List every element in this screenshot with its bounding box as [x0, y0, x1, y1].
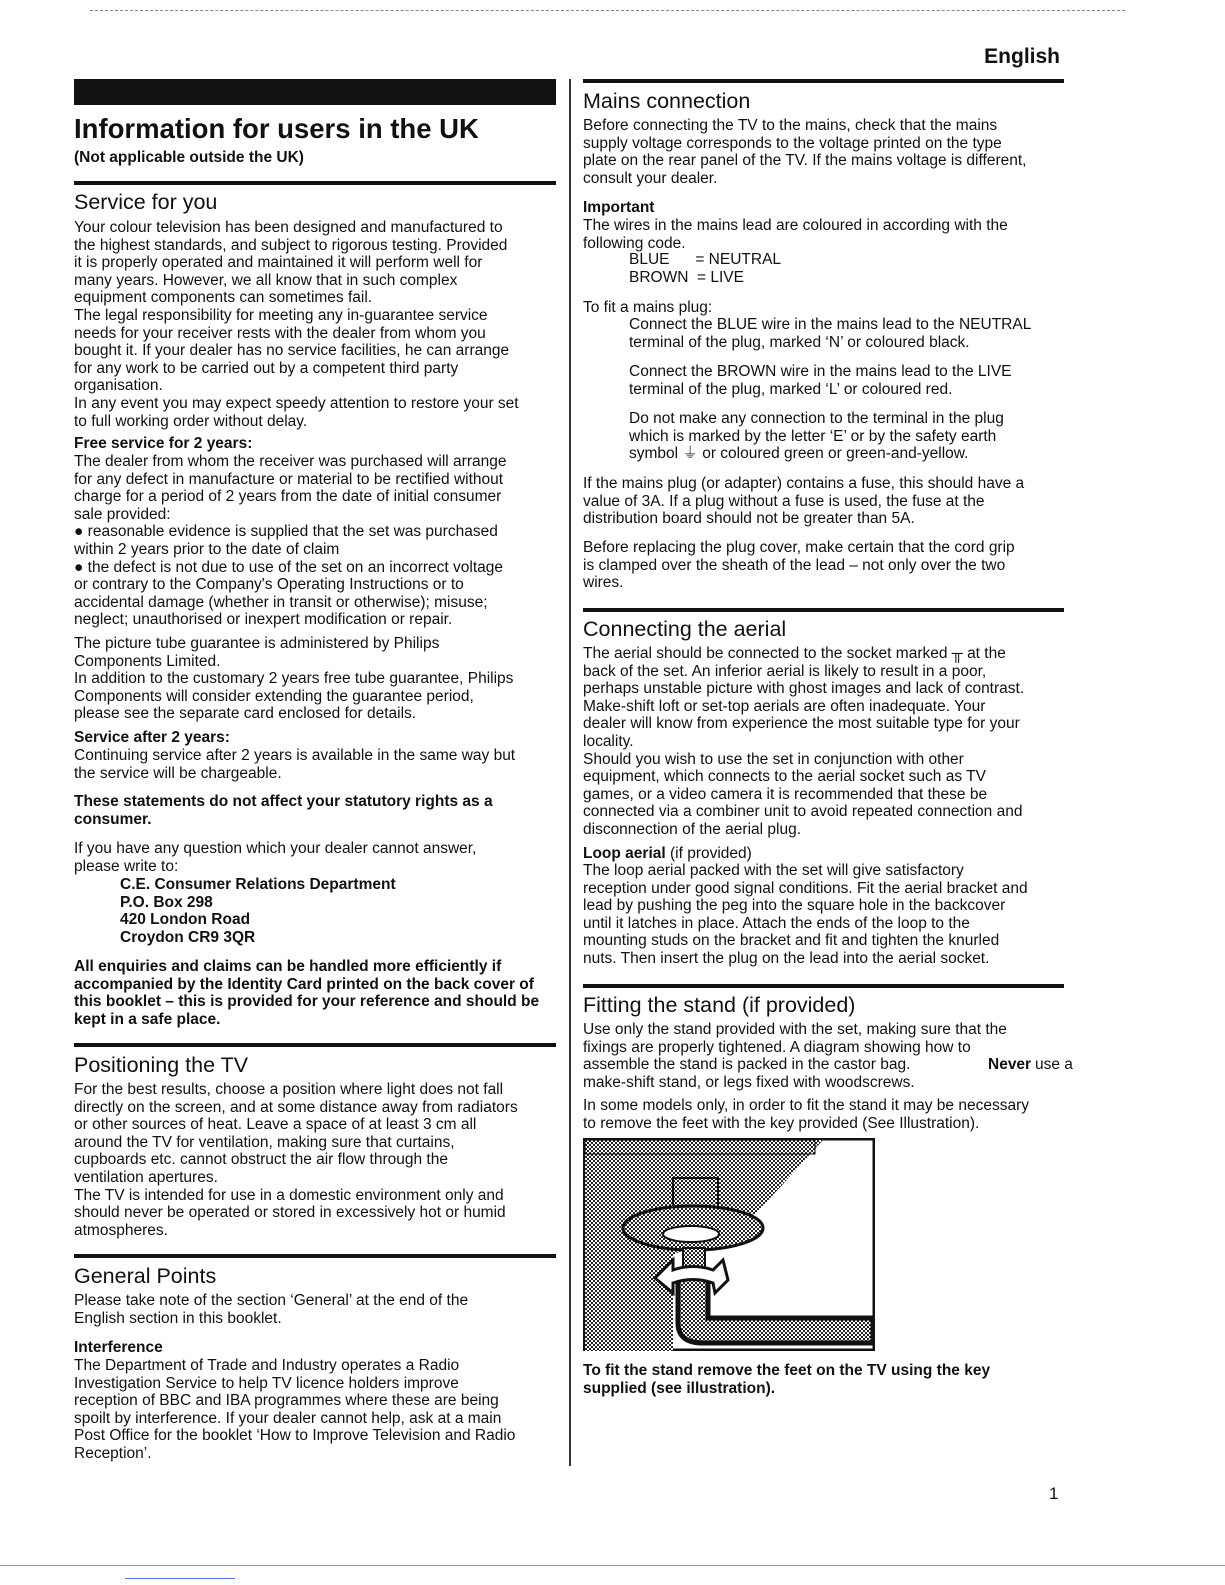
column-divider — [569, 79, 571, 1466]
text-line: Connect the BLUE wire in the mains lead to the NEUTRAL — [629, 316, 1032, 333]
never-emphasis: Never — [988, 1056, 1032, 1074]
loop-aerial-suffix: (if provided) — [665, 845, 752, 862]
text-line: around the TV for ventilation, making sure that curtains, — [74, 1133, 455, 1151]
service-after-body — [74, 747, 515, 782]
postal-address — [74, 876, 396, 946]
stand-tail-text: use a — [1035, 1056, 1073, 1074]
section-heading-positioning: Positioning the TV — [74, 1053, 249, 1077]
language-label: English — [984, 45, 1060, 68]
loop-aerial-body — [583, 862, 1028, 968]
text-line: supplied (see illustration). — [583, 1379, 776, 1397]
section-heading-mains: Mains connection — [583, 89, 751, 113]
text-line: Should you wish to use the set in conjunction with other — [583, 750, 964, 768]
text-line: Components Limited. — [74, 652, 221, 670]
text-line: following code. — [583, 234, 686, 252]
text-line: ventilation apertures. — [74, 1168, 218, 1186]
text-line: C.E. Consumer Relations Department — [120, 876, 396, 893]
scan-edge-blue — [125, 1578, 235, 1579]
text-line: value of 3A. If a plug without a fuse is used, the fuse at the — [583, 492, 985, 510]
text-line: In addition to the customary 2 years free tube guarantee, Philips — [74, 670, 514, 688]
text-line: To fit the stand remove the feet on the TV using the key — [583, 1362, 991, 1379]
important-heading: Important — [583, 199, 655, 216]
text-line: the service will be chargeable. — [74, 764, 282, 782]
text-line: The TV is intended for use in a domestic environment only and — [74, 1186, 504, 1204]
text-line: distribution board should not be greater than 5A. — [583, 510, 915, 528]
wire-colour-codes — [583, 251, 781, 286]
text-line: To fit a mains plug: — [583, 299, 713, 316]
text-line: games, or a video camera it is recommended that these be — [583, 785, 988, 803]
text-line: The picture tube guarantee is administered by Philips — [74, 635, 440, 652]
page-number: 1 — [1049, 1484, 1059, 1503]
fit-step-blue — [583, 316, 1031, 351]
loop-aerial-heading-line — [583, 845, 752, 863]
text-line: kept in a safe place. — [74, 1010, 221, 1028]
text-line: lead by pushing the peg into the square hole in the backcover — [583, 897, 1006, 915]
text-line: All enquiries and claims can be handled more efficiently if — [74, 958, 502, 975]
interference-body — [74, 1357, 515, 1463]
stand-models-note — [583, 1097, 1029, 1132]
text-line: Components will consider extending the guarantee period, — [74, 687, 474, 705]
text-line: P.O. Box 298 — [120, 893, 213, 911]
loop-aerial-heading: Loop aerial — [583, 845, 666, 862]
fuse-note — [583, 475, 1024, 528]
text-line: The loop aerial packed with the set will give satisfactory — [583, 862, 964, 879]
text-line: directly on the screen, and at some distance away from radiators — [74, 1098, 518, 1116]
text-line: Post Office for the booklet ‘How to Improve Television and Radio — [74, 1427, 516, 1445]
fit-step-earth — [583, 410, 1004, 463]
text-line: atmospheres. — [74, 1221, 168, 1239]
service-intro — [74, 219, 519, 430]
text-line: until it latches in place. Attach the ends of the loop to the — [583, 914, 970, 932]
text-line: consumer. — [74, 810, 152, 828]
page-subtitle: (Not applicable outside the UK) — [74, 149, 304, 166]
text-line: should never be operated or stored in excessively hot or humid — [74, 1204, 506, 1222]
section-rule — [74, 1254, 556, 1258]
section-rule — [74, 181, 556, 185]
stand-body — [583, 1021, 1007, 1074]
text-line: for any work to be carried out by a competent third party — [74, 359, 459, 377]
text-line: the highest standards, and subject to rigorous testing. Provided — [74, 236, 508, 254]
text-line: Reception’. — [74, 1444, 152, 1462]
text-line: The wires in the mains lead are coloured in according with the — [583, 217, 1008, 234]
section-rule — [583, 984, 1064, 988]
general-body — [74, 1292, 468, 1327]
section-heading-stand: Fitting the stand (if provided) — [583, 993, 856, 1017]
text-line: connected via a combiner unit to avoid repeated connection and — [583, 803, 1023, 821]
text-line: Continuing service after 2 years is available in the same way but — [74, 747, 516, 764]
text-line: Make-shift loft or set-top aerials are often inadequate. Your — [583, 697, 986, 715]
section-rule — [583, 608, 1064, 612]
text-line: or contrary to the Company's Operating Instructions or to — [74, 576, 464, 594]
mains-intro — [583, 117, 1026, 187]
illustration-caption — [583, 1362, 990, 1397]
important-body — [583, 217, 1008, 252]
scan-edge-bottom — [0, 1565, 1225, 1566]
text-line: sale provided: — [74, 505, 171, 523]
text-line: equipment, which connects to the aerial socket such as TV — [583, 768, 986, 786]
title-bar — [74, 79, 556, 105]
text-line: to remove the feet with the key provided (See Illustration). — [583, 1114, 980, 1132]
text-line: accompanied by the Identity Card printed on the back cover of — [74, 975, 534, 993]
text-line: Before connecting the TV to the mains, check that the mains — [583, 117, 998, 134]
text-line: wires. — [583, 574, 624, 592]
text-line: which is marked by the letter ‘E’ or by the safety earth — [629, 427, 997, 445]
text-line: ● the defect is not due to use of the set on an incorrect voltage — [74, 558, 503, 576]
text-line: cupboards etc. cannot obstruct the air flow through the — [74, 1151, 448, 1169]
text-line: reception of BBC and IBA programmes where these are being — [74, 1392, 499, 1410]
text-line: terminal of the plug, marked ‘L’ or coloured red. — [629, 380, 953, 398]
text-line: Connect the BROWN wire in the mains lead to the LIVE — [629, 363, 1012, 380]
text-line: In any event you may expect speedy attention to restore your set — [74, 394, 519, 412]
text-line: dealer will know from experience the most suitable type for your — [583, 715, 1020, 733]
fit-plug-intro — [583, 299, 712, 317]
text-line: many years. However, we all know that in such complex — [74, 271, 458, 289]
enquiries-note — [74, 958, 539, 1028]
text-line: If the mains plug (or adapter) contains a fuse, this should have a — [583, 475, 1025, 492]
text-line: fixings are properly tightened. A diagram showing how to — [583, 1038, 971, 1056]
text-line: terminal of the plug, marked ‘N’ or coloured black. — [629, 333, 970, 351]
text-line: 420 London Road — [120, 911, 251, 929]
text-line: For the best results, choose a position where light does not fall — [74, 1081, 504, 1098]
text-line: In some models only, in order to fit the stand it may be necessary — [583, 1097, 1029, 1114]
text-line: The dealer from whom the receiver was purchased will arrange — [74, 453, 507, 470]
section-heading-general: General Points — [74, 1264, 217, 1288]
text-line: The aerial should be connected to the socket marked ╥ at the — [583, 645, 1006, 662]
text-line: to full working order without delay. — [74, 412, 308, 430]
text-line: please see the separate card enclosed for details. — [74, 705, 417, 723]
text-line: accidental damage (whether in transit or otherwise); misuse; — [74, 593, 488, 611]
text-line: BROWN = LIVE — [629, 268, 744, 286]
text-line: The Department of Trade and Industry operates a Radio — [74, 1357, 460, 1374]
text-line: neglect; unauthorised or inexpert modification or repair. — [74, 611, 453, 629]
text-line: reception under good signal conditions. Fit the aerial bracket and — [583, 879, 1028, 897]
text-line: Investigation Service to help TV licence holders improve — [74, 1374, 459, 1392]
interference-heading: Interference — [74, 1339, 163, 1356]
text-line: assemble the stand is packed in the castor bag. — [583, 1056, 911, 1074]
text-line: mounting studs on the bracket and fit and tighten the knurled — [583, 932, 1000, 950]
text-line: bought it. If your dealer has no service facilities, he can arrange — [74, 342, 510, 360]
tube-guarantee — [74, 635, 513, 723]
text-line: symbol ⏚ or coloured green or green-and-yellow. — [629, 445, 969, 463]
text-line: spoilt by interference. If your dealer cannot help, ask at a main — [74, 1409, 502, 1427]
text-line: Do not make any connection to the terminal in the plug — [629, 410, 1004, 427]
free-service-heading: Free service for 2 years: — [74, 435, 253, 452]
section-rule — [583, 79, 1064, 83]
text-line: disconnection of the aerial plug. — [583, 820, 802, 838]
text-line: please write to: — [74, 857, 179, 875]
positioning-body — [74, 1081, 518, 1239]
text-line: equipment components can sometimes fail. — [74, 289, 373, 307]
text-line: Your colour television has been designed and manufactured to — [74, 219, 503, 236]
text-line: If you have any question which your dealer cannot answer, — [74, 840, 477, 857]
stand-key-illustration — [583, 1138, 875, 1351]
text-line: Use only the stand provided with the set, making sure that the — [583, 1021, 1007, 1038]
text-line: consult your dealer. — [583, 169, 718, 187]
text-line: locality. — [583, 732, 634, 750]
text-line: needs for your receiver rests with the dealer from whom you — [74, 324, 486, 342]
text-line: BLUE = NEUTRAL — [629, 251, 782, 268]
text-line: Please take note of the section ‘General’ at the end of the — [74, 1292, 469, 1309]
section-heading-service: Service for you — [74, 190, 218, 214]
text-line: ● reasonable evidence is supplied that the set was purchased — [74, 523, 498, 541]
page-title: Information for users in the UK — [74, 113, 479, 144]
text-line: English section in this booklet. — [74, 1309, 282, 1327]
text-line: nuts. Then insert the plug on the lead into the aerial socket. — [583, 949, 990, 967]
text-line: it is properly operated and maintained it will perform well for — [74, 254, 483, 272]
text-line: perhaps unstable picture with ghost images and lack of contrast. — [583, 680, 1025, 698]
text-line: plate on the rear panel of the TV. If the mains voltage is different, — [583, 152, 1027, 170]
text-line: within 2 years prior to the date of claim — [74, 540, 340, 558]
free-service-body — [74, 453, 506, 629]
text-line: this booklet – this is provided for your reference and should be — [74, 993, 540, 1011]
question-text — [74, 840, 476, 875]
text-line: make-shift stand, or legs fixed with woodscrews. — [583, 1074, 915, 1091]
aerial-body — [583, 645, 1024, 839]
text-line: Before replacing the plug cover, make certain that the cord grip — [583, 539, 1015, 556]
text-line: for any defect in manufacture or material to be rectified without — [74, 470, 504, 488]
text-line: These statements do not affect your statutory rights as a — [74, 793, 493, 810]
text-line: The legal responsibility for meeting any in-guarantee service — [74, 306, 488, 324]
section-rule — [74, 1043, 556, 1047]
section-heading-aerial: Connecting the aerial — [583, 617, 787, 641]
statutory-rights — [74, 793, 493, 828]
text-line: is clamped over the sheath of the lead – not only over the two — [583, 556, 1006, 574]
service-after-heading: Service after 2 years: — [74, 729, 230, 746]
text-line: Croydon CR9 3QR — [120, 928, 256, 946]
scan-edge-top — [90, 10, 1125, 11]
fit-step-brown — [583, 363, 1012, 398]
text-line: charge for a period of 2 years from the date of initial consumer — [74, 488, 502, 506]
text-line: or other sources of heat. Leave a space of at least 3 cm all — [74, 1116, 477, 1134]
text-line: supply voltage corresponds to the voltage printed on the type — [583, 134, 1002, 152]
text-line: back of the set. An inferior aerial is likely to result in a poor, — [583, 662, 987, 680]
text-line: organisation. — [74, 377, 163, 395]
plug-cover-note — [583, 539, 1015, 592]
